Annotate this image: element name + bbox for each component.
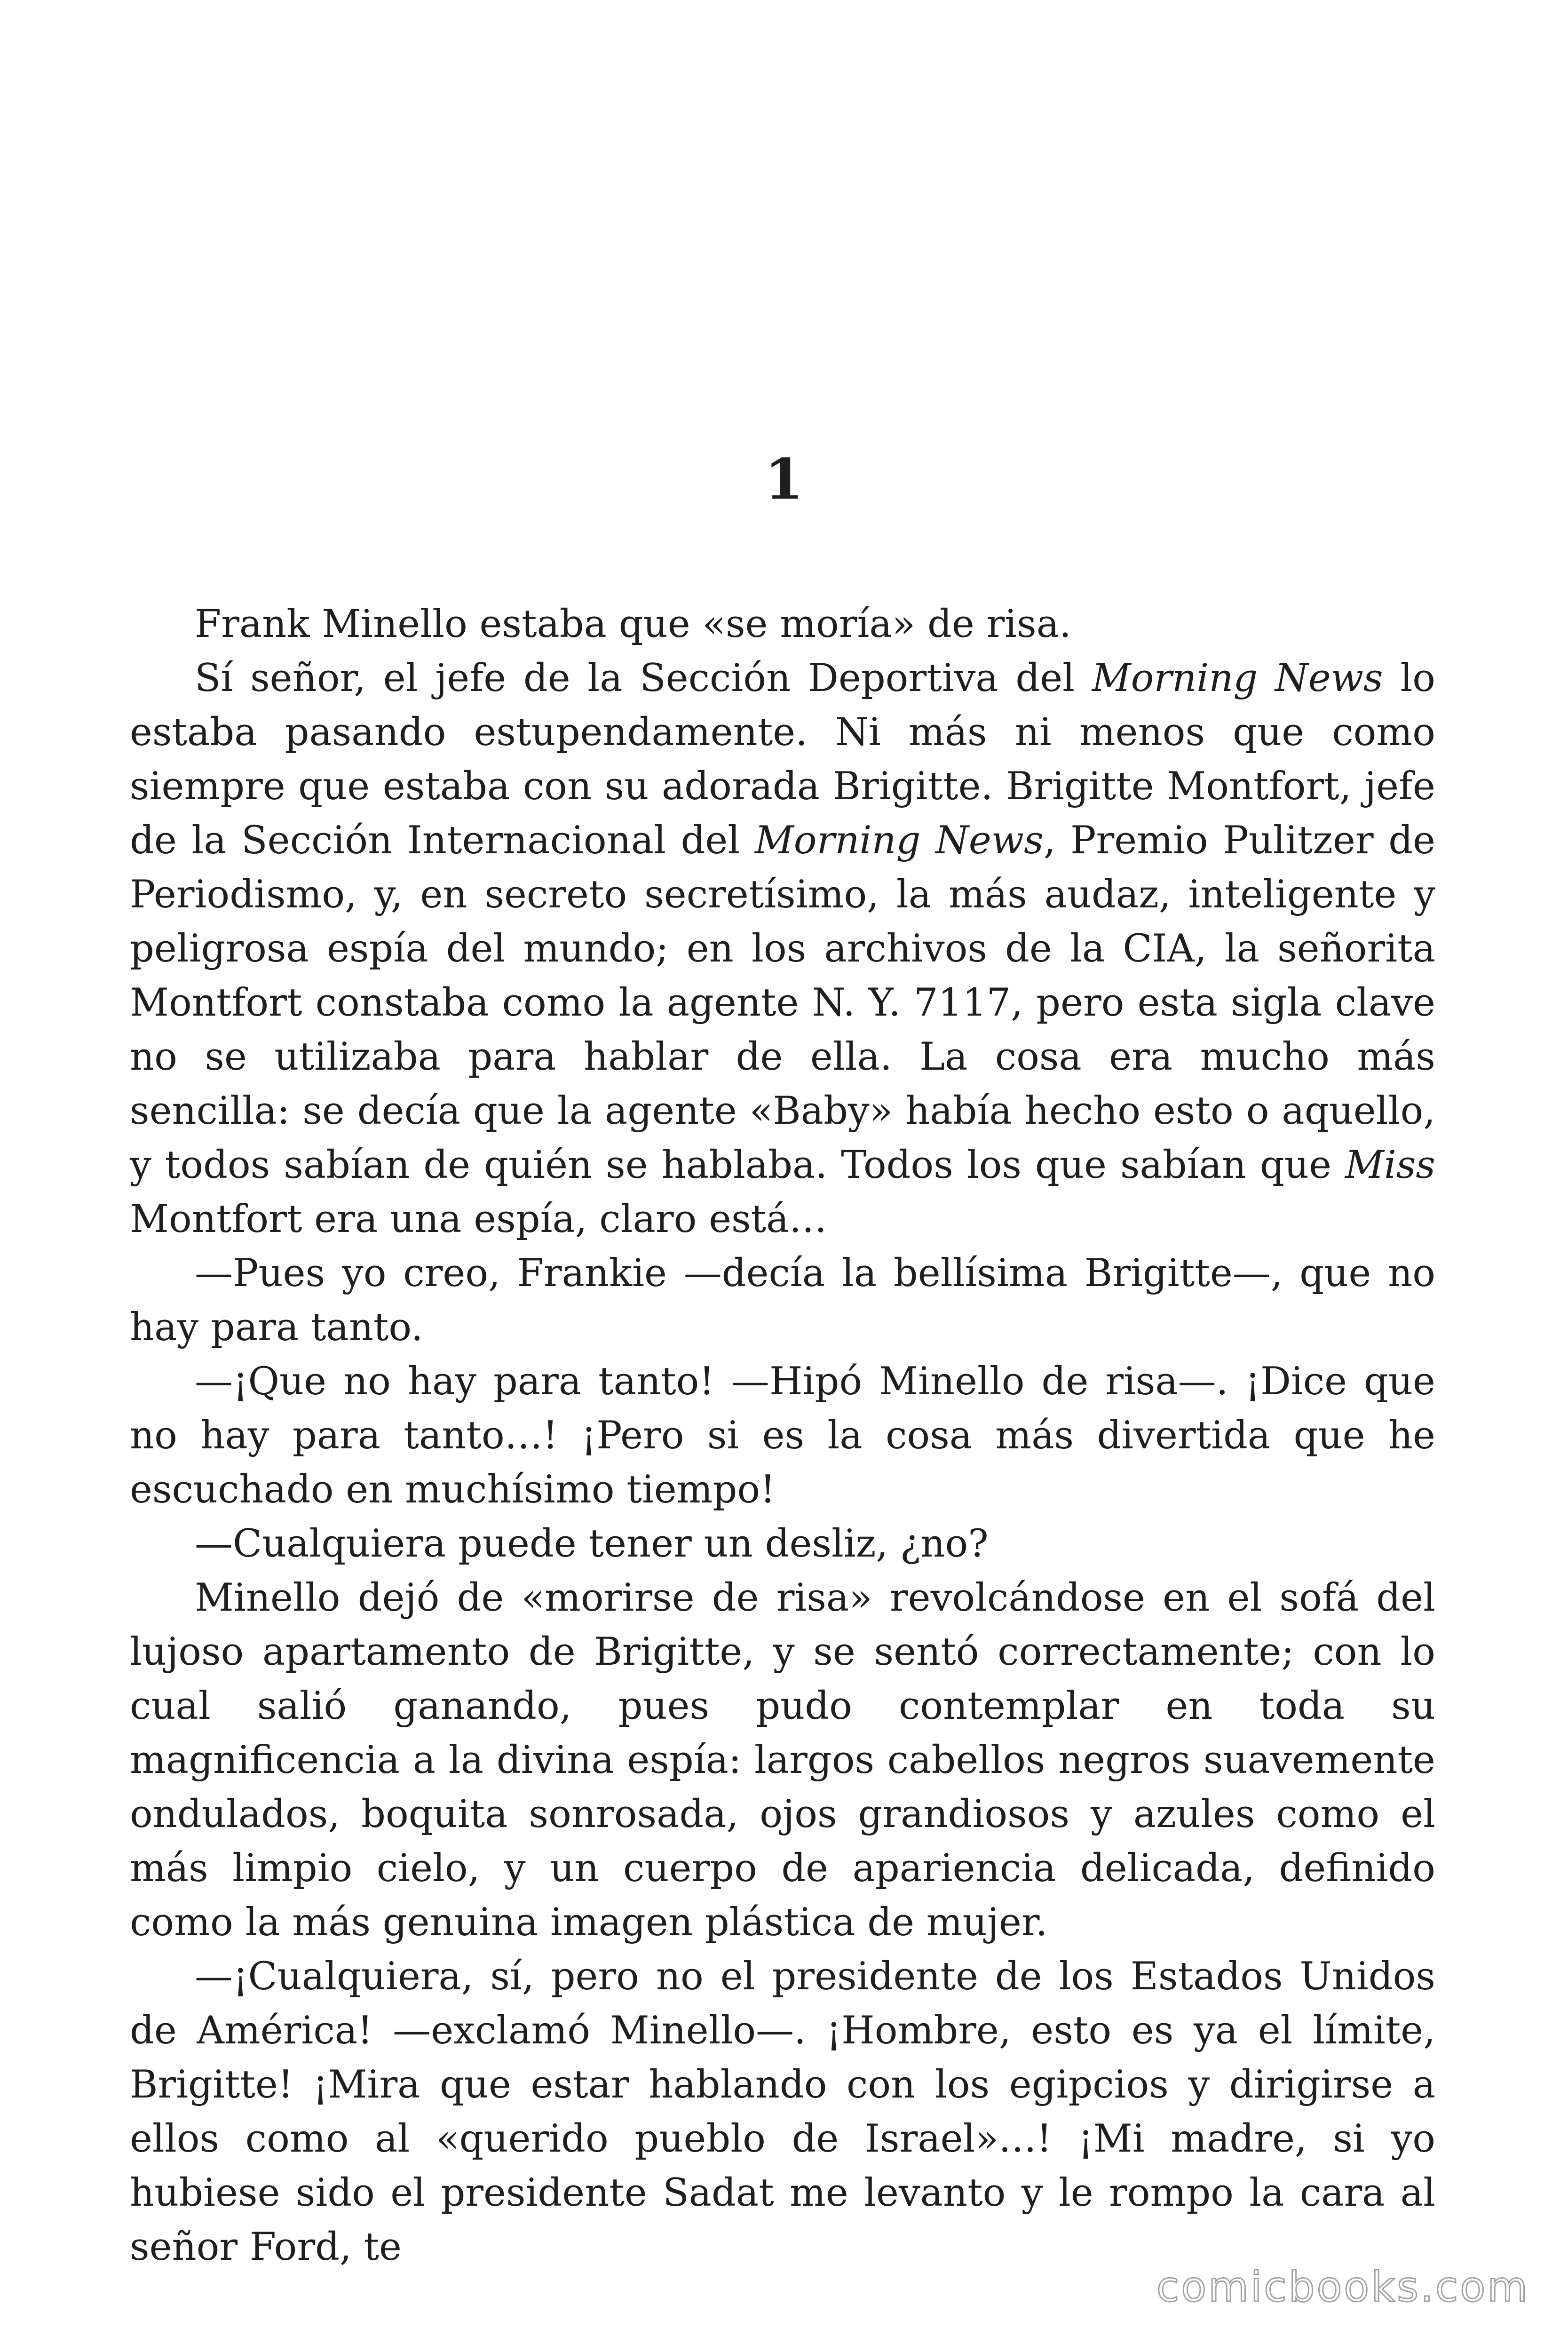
italic-word: Miss xyxy=(1345,1143,1435,1187)
text-segment: —Pues yo creo, Frankie —decía la bellísima Brigitte—, que no hay para tanto. xyxy=(130,1251,1435,1350)
paragraph xyxy=(130,1355,1435,1517)
text-segment: , Premio Pulitzer de Periodismo, y, en secreto secretísimo, la más audaz, inteligente y peligrosa espía del mundo; en los archivos de la CIA, la señorita Montfort constaba como la agente N. Y. 7117, pero esta sigla clave no se utilizaba para hablar de ella. La cosa era mucho más sencilla: se decía que la agente «Baby» había hecho esto o aquello, y todos sabían de quién se hablaba. Todos los que sabían que xyxy=(130,818,1435,1187)
paragraph xyxy=(130,1517,1435,1571)
paragraph xyxy=(130,1571,1435,1950)
chapter-body xyxy=(130,597,1435,2274)
text-segment: Minello dejó de «morirse de risa» revolcándose en el sofá del lujoso apartamento de Brigitte, y se sentó correctamente; con lo cual salió ganando, pues pudo contemplar en toda su magnificencia a la divina espía: largos cabellos negros suavemente ondulados, boquita sonrosada, ojos grandiosos y azules como el más limpio cielo, y un cuerpo de apariencia delicada, definido como la más genuina imagen plástica de mujer. xyxy=(130,1576,1435,1945)
text-segment: Frank Minello estaba que «se moría» de risa. xyxy=(195,602,1071,646)
text-segment: lo estaba pasando estupendamente. Ni más ni menos que como siempre que estaba con su adorada Brigitte. Brigitte Montfort, jefe de la Sección Internacional del xyxy=(130,656,1435,863)
text-segment: —Cualquiera puede tener un desliz, ¿no? xyxy=(195,1522,989,1566)
paragraph xyxy=(130,652,1435,1247)
text-segment: Sí señor, el jefe de la Sección Deportiva del xyxy=(195,656,1092,700)
newspaper-title: Morning News xyxy=(754,818,1044,863)
chapter-number: 1 xyxy=(764,446,804,512)
newspaper-title: Morning News xyxy=(1092,656,1383,700)
text-segment: —¡Que no hay para tanto! —Hipó Minello de risa—. ¡Dice que no hay para tanto…! ¡Pero si es la cosa más divertida que he escuchado en muchísimo tiempo! xyxy=(130,1359,1435,1512)
text-segment: Montfort era una espía, claro está… xyxy=(130,1197,827,1241)
paragraph xyxy=(130,597,1435,652)
paragraph xyxy=(130,1950,1435,2274)
watermark-logo: comicbooks.com xyxy=(1156,2263,1529,2311)
text-segment: —¡Cualquiera, sí, pero no el presidente de los Estados Unidos de América! —exclamó Minello—. ¡Hombre, esto es ya el límite, Brigitte! ¡Mira que estar hablando con los egipcios y dirigirse a ellos como al «querido pueblo de Israel»…! ¡Mi madre, si yo hubiese sido el presidente Sadat me levanto y le rompo la cara al señor Ford, te xyxy=(130,1955,1435,2269)
paragraph xyxy=(130,1247,1435,1355)
